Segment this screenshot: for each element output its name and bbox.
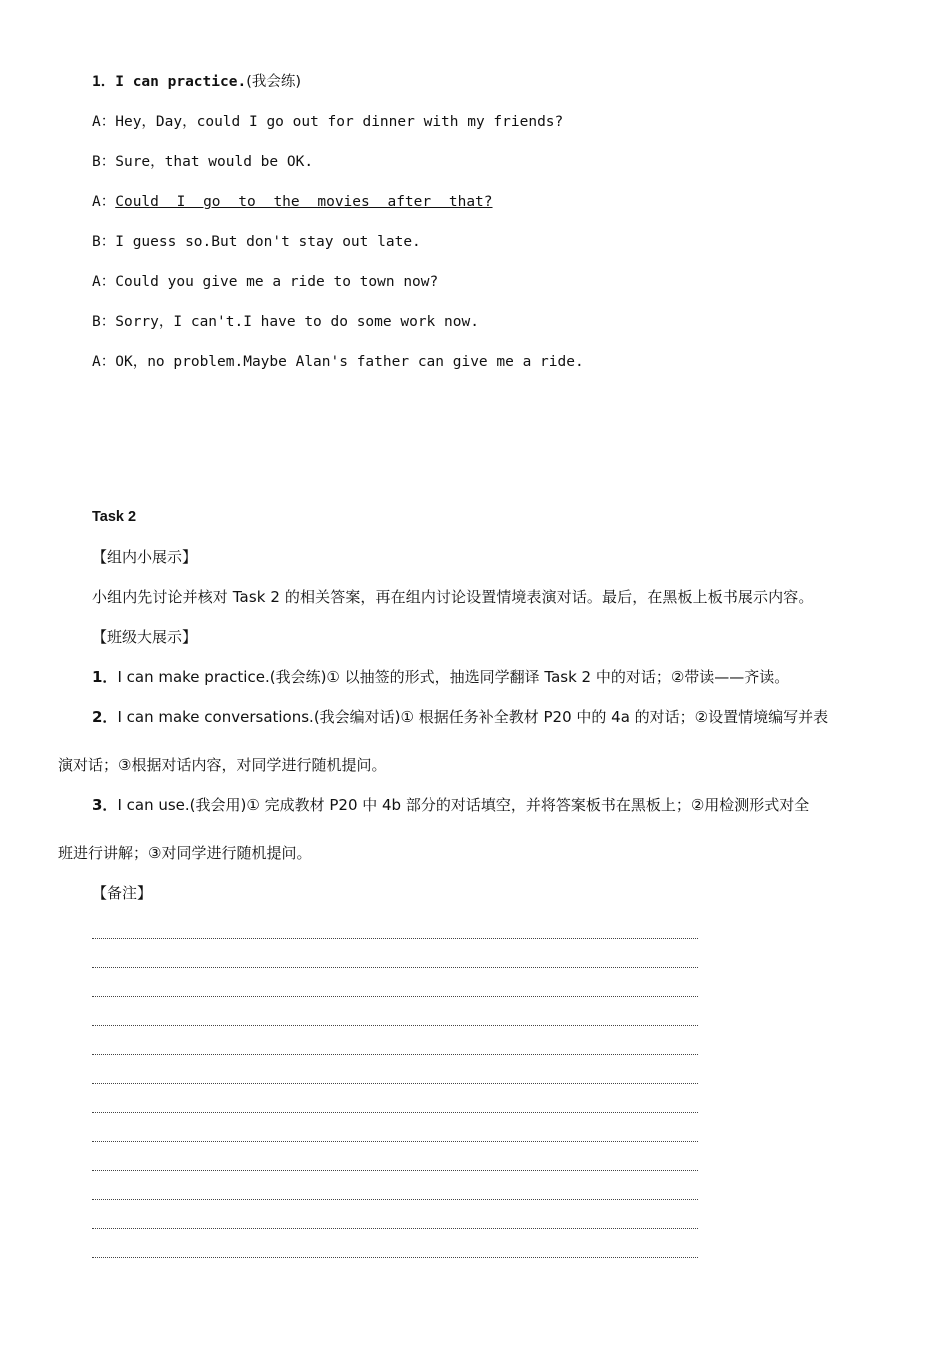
dialogue-text: I guess so.But don't stay out late. bbox=[115, 234, 421, 250]
class-show-item bbox=[92, 707, 828, 727]
dialogue-speaker: B： bbox=[92, 154, 116, 170]
dialogue-text: Hey，Day，could I go out for dinner with my friends? bbox=[115, 114, 564, 130]
dialogue-text: Could you give me a ride to town now? bbox=[115, 274, 439, 290]
task2-title: Task 2 bbox=[92, 509, 137, 525]
note-line bbox=[92, 967, 698, 968]
item-text: I can make practice.(我会练)① 以抽签的形式，抽选同学翻译 Task 2 中的对话；②带读——齐读。 bbox=[117, 668, 790, 686]
note-line bbox=[92, 1170, 698, 1171]
note-line bbox=[92, 1141, 698, 1142]
dialogue-text: Sorry，I can't.I have to do some work now. bbox=[115, 314, 479, 330]
item-num: 3． bbox=[92, 796, 118, 814]
note-line bbox=[92, 1228, 698, 1229]
class-show-item bbox=[92, 795, 809, 815]
item-text: I can use.(我会用)① 完成教材 P20 中 4b 部分的对话填空，并将答案板书在黑板上；②用检测形式对全 bbox=[117, 796, 810, 814]
item-num: 1． bbox=[92, 668, 118, 686]
class-show-item-cont: 演对话；③根据对话内容，对同学进行随机提问。 bbox=[58, 756, 387, 774]
note-line bbox=[92, 938, 698, 939]
dialogue-line bbox=[92, 272, 438, 292]
section1-heading-cn: (我会练) bbox=[246, 74, 302, 90]
note-line bbox=[92, 1054, 698, 1055]
dialogue-text: OK，no problem.Maybe Alan's father can give me a ride. bbox=[115, 354, 584, 370]
dialogue-line bbox=[92, 312, 479, 332]
dialogue-speaker: A： bbox=[92, 274, 116, 290]
note-line bbox=[92, 1199, 698, 1200]
dialogue-speaker: A： bbox=[92, 194, 116, 210]
item-text: I can make conversations.(我会编对话)① 根据任务补全教材 P20 中的 4a 的对话；②设置情境编写并表 bbox=[117, 708, 829, 726]
dialogue-line bbox=[92, 152, 313, 172]
note-line bbox=[92, 1257, 698, 1258]
section1-heading-en: I can practice. bbox=[115, 74, 247, 90]
note-line bbox=[92, 1025, 698, 1026]
group-show-text: 小组内先讨论并核对 Task 2 的相关答案，再在组内讨论设置情境表演对话。最后，在黑板上板书展示内容。 bbox=[92, 588, 814, 606]
class-show-item-cont: 班进行讲解；③对同学进行随机提问。 bbox=[58, 844, 312, 862]
group-show-label: 【组内小展示】 bbox=[92, 548, 198, 566]
section1-heading bbox=[92, 72, 301, 92]
dialogue-line bbox=[92, 232, 421, 252]
item-num: 2． bbox=[92, 708, 118, 726]
dialogue-line bbox=[92, 352, 584, 372]
notes-label: 【备注】 bbox=[92, 884, 153, 902]
note-line bbox=[92, 1083, 698, 1084]
dialogue-line bbox=[92, 192, 493, 212]
dialogue-text-answer: Could I go to the movies after that? bbox=[115, 194, 493, 210]
dialogue-text: Sure，that would be OK. bbox=[115, 154, 314, 170]
dialogue-line bbox=[92, 112, 563, 132]
note-line bbox=[92, 1112, 698, 1113]
section1-heading-num: 1． bbox=[92, 74, 116, 90]
dialogue-speaker: B： bbox=[92, 234, 116, 250]
dialogue-speaker: A： bbox=[92, 114, 116, 130]
note-line bbox=[92, 996, 698, 997]
class-show-item bbox=[92, 667, 789, 687]
dialogue-speaker: A： bbox=[92, 354, 116, 370]
class-show-label: 【班级大展示】 bbox=[92, 628, 198, 646]
dialogue-speaker: B： bbox=[92, 314, 116, 330]
